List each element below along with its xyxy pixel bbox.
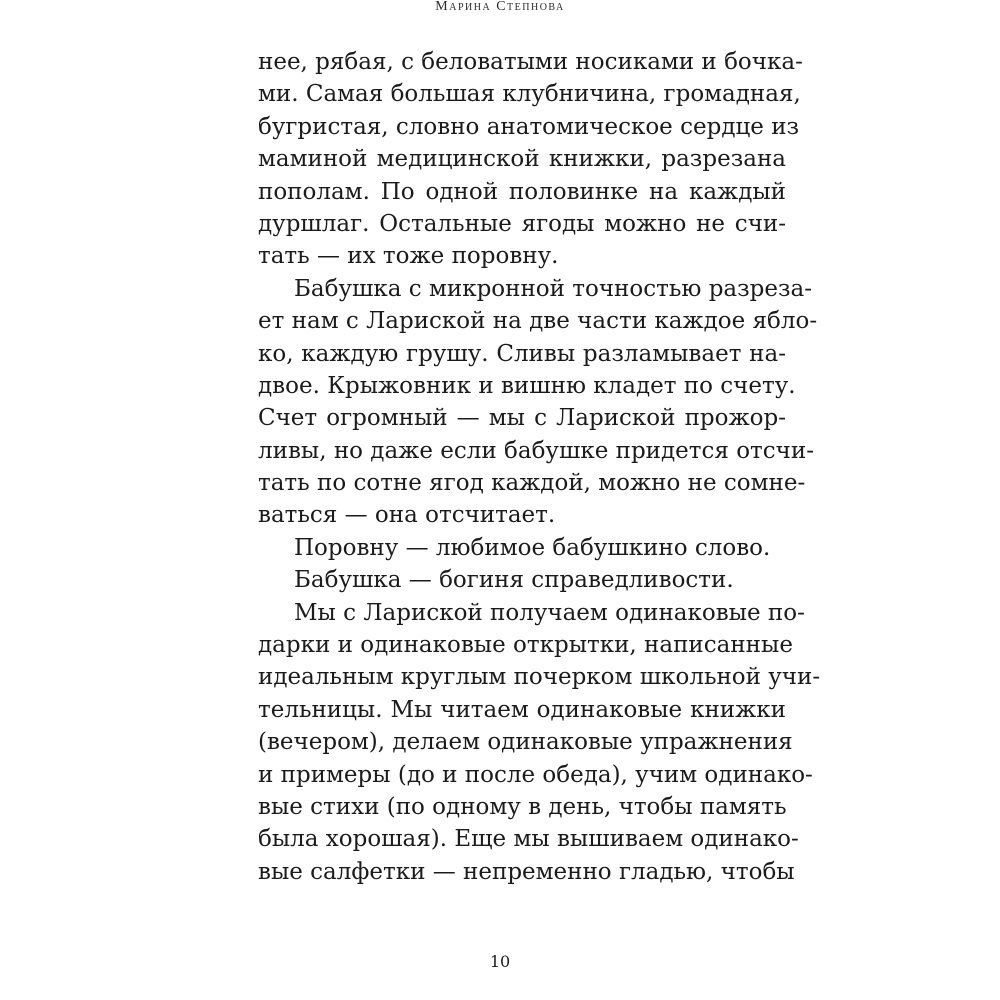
text-line: дуршлаг. Остальные ягоды можно не счи-	[258, 210, 786, 237]
text-line: дарки и одинаковые открытки, написанные	[258, 632, 793, 659]
text-line: нее, рябая, с беловатыми носиками и бочка-	[258, 49, 803, 75]
text-line: ко, каждую грушу. Сливы разламывает на-	[258, 340, 786, 367]
text-line: Бабушка с микронной точностью разреза-	[294, 275, 813, 302]
running-head-author: Марина Степнова	[435, 0, 565, 14]
text-line: бугристая, словно анатомическое сердце из	[258, 113, 800, 140]
text-line: Бабушка — богиня справедливости.	[294, 567, 734, 594]
text-line: (вечером), делаем одинаковые упражнения	[258, 729, 793, 756]
text-line: была хорошая). Еще мы вышиваем одинако-	[258, 826, 799, 853]
text-line: Мы с Лариской получаем одинаковые по-	[294, 599, 805, 626]
text-line: тать по сотне ягод каждой, можно не сомне-	[258, 470, 806, 497]
text-line: ваться — она отсчитает.	[258, 502, 556, 529]
text-line: тать — их тоже поровну.	[258, 243, 559, 270]
text-line: и примеры (до и после обеда), учим одинако-	[258, 761, 813, 788]
text-line: двое. Крыжовник и вишню кладет по счету.	[258, 372, 796, 399]
text-line: Поровну — любимое бабушкино слово.	[294, 534, 771, 561]
text-line: пополам. По одной половинке на каждый	[258, 178, 786, 205]
text-line: вые салфетки — непременно гладью, чтобы	[258, 858, 795, 885]
text-line: ет нам с Лариской на две части каждое ябло-	[258, 308, 818, 335]
text-line: вые стихи (по одному в день, чтобы память	[258, 793, 787, 820]
text-line: маминой медицинской книжки, разрезана	[258, 146, 786, 173]
page-number: 10	[489, 952, 511, 971]
text-line: идеальным круглым почерком школьной учи-	[258, 664, 821, 691]
text-line: ливы, но даже если бабушке придется отсчи-	[258, 437, 814, 464]
body-text	[258, 46, 821, 888]
text-line: ми. Самая большая клубничина, громадная,	[258, 81, 801, 108]
text-line: Счет огромный — мы с Лариской прожор-	[258, 405, 786, 432]
text-line: тельницы. Мы читаем одинаковые книжки	[258, 696, 786, 723]
